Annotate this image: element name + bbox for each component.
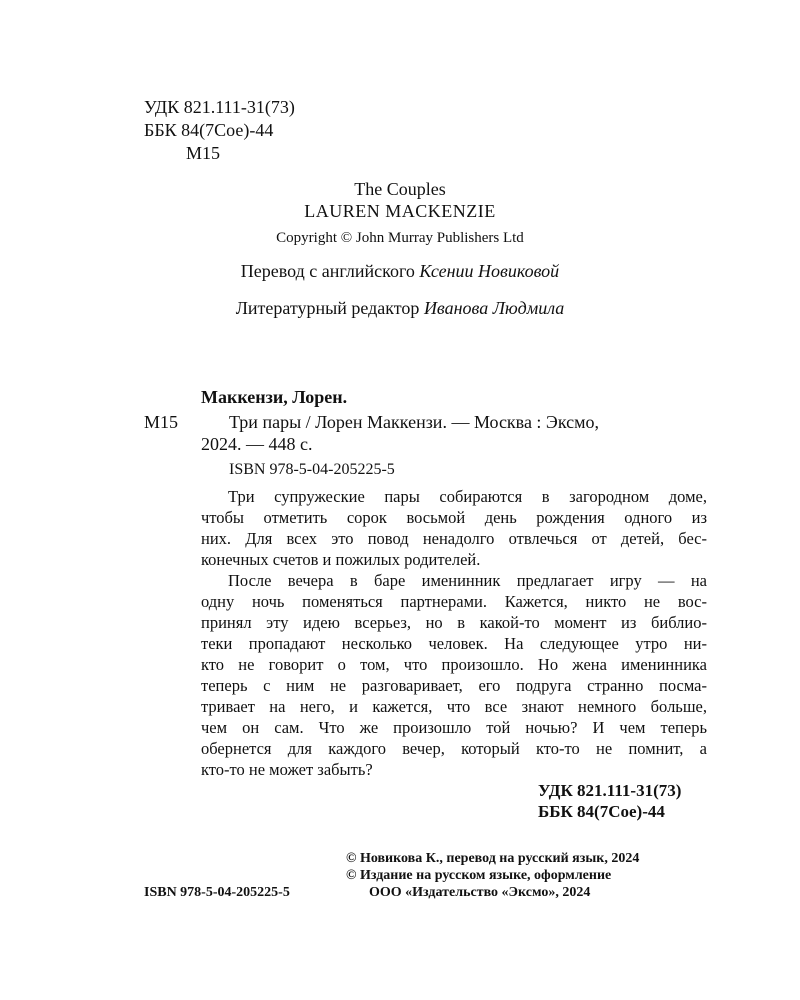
annotation-p2-line: одну ночь поменяться партнерами. Кажется, никто не вос- (201, 592, 707, 611)
copyright-line: Copyright © John Murray Publishers Ltd (276, 230, 524, 246)
editor-line (0, 297, 800, 319)
translation-line (0, 260, 800, 282)
translator-name: Ксении Новиковой (419, 261, 560, 281)
annotation-p1-line: конечных счетов и пожилых родителей. (201, 550, 481, 569)
annotation-p2-line: принял эту идею всерьез, но в какой-то момент из библио- (201, 613, 707, 632)
annotation-p1-line: них. Для всех это повод ненадолго отвлечься от детей, бес- (201, 529, 707, 548)
annotation-paragraph-2 (201, 570, 707, 780)
catalog-author-mark: М15 (144, 412, 179, 432)
translation-prefix: Перевод с английского (240, 261, 415, 281)
annotation-p2-line: чем он сам. Что же произошло той ночью? И чем теперь (201, 718, 707, 737)
author-mark-top: М15 (186, 143, 221, 163)
catalog-isbn: ISBN 978-5-04-205225-5 (229, 461, 395, 478)
bbk-code-annotation: ББК 84(7Сое)-44 (538, 802, 665, 821)
footer-rights-line: © Издание на русском языке, оформление (346, 868, 612, 883)
annotation-p1-line: Три супружеские пары собираются в загородном доме, (228, 487, 707, 506)
editor-prefix: Литературный редактор (235, 298, 420, 318)
bbk-code-top: ББК 84(7Сое)-44 (144, 120, 274, 140)
footer-rights-line: © Новикова К., перевод на русский язык, 2024 (346, 851, 640, 866)
original-author: LAUREN MACKENZIE (304, 201, 496, 221)
udk-code-annotation: УДК 821.111-31(73) (538, 781, 682, 800)
footer-rights-line: ООО «Издательство «Эксмо», 2024 (369, 885, 591, 900)
annotation-p1-line: чтобы отметить сорок восьмой день рождения одного из (201, 508, 707, 527)
annotation-p2-line: теперь с ним не разговаривает, его подруга странно посма- (201, 676, 707, 695)
annotation-p2-line: тривает на него, и кажется, что все знают немного больше, (201, 697, 707, 716)
annotation-p2-line: кто-то не может забыть? (201, 760, 373, 779)
annotation-paragraph-1 (201, 486, 707, 570)
footer-isbn: ISBN 978-5-04-205225-5 (144, 885, 290, 900)
udk-code-top: УДК 821.111-31(73) (144, 97, 295, 117)
annotation-p2-line: После вечера в баре именинник предлагает игру — на (228, 571, 707, 590)
catalog-author-heading: Маккензи, Лорен. (201, 387, 348, 407)
annotation-p2-line: кто не говорит о том, что произошло. Но жена именинника (201, 655, 707, 674)
catalog-line-1: Три пары / Лорен Маккензи. — Москва : Эксмо, (229, 412, 599, 432)
annotation-p2-line: обернется для каждого вечер, который кто-то не помнит, а (201, 739, 707, 758)
editor-name: Иванова Людмила (423, 298, 565, 318)
catalog-line-2: 2024. — 448 с. (201, 434, 313, 454)
annotation-p2-line: теки пропадают несколько человек. На следующее утро ни- (201, 634, 707, 653)
original-title: The Couples (354, 179, 446, 199)
